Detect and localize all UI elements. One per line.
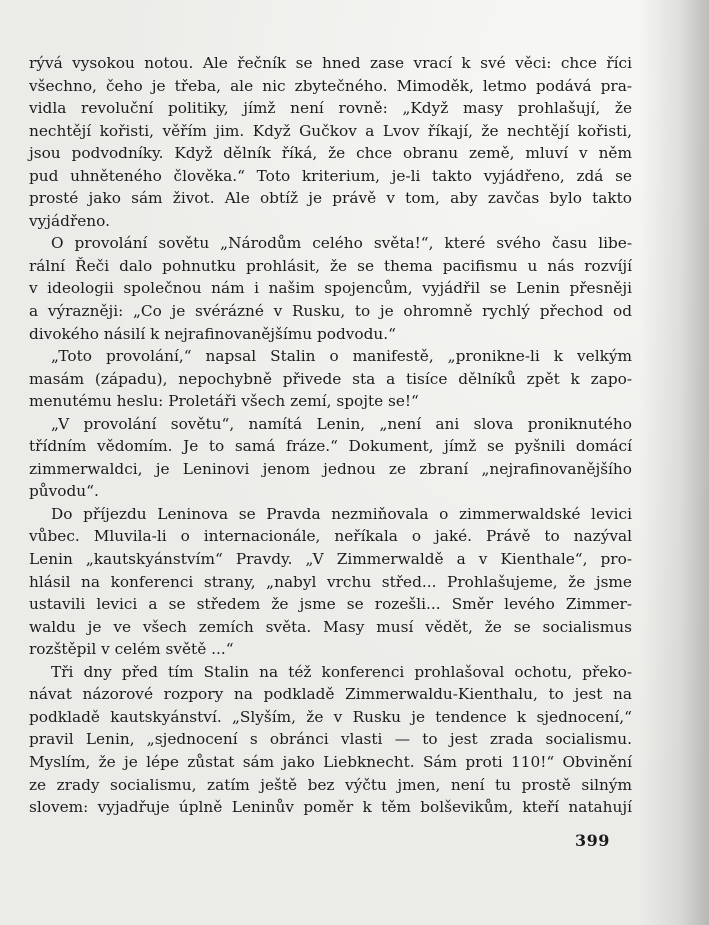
text-line: pravil Lenin, „sjednocení s obránci vlasti — to jest zrada socialismu.	[29, 730, 632, 749]
paragraph-first-line: Tři dny před tím Stalin na též konferenci prohlašoval ochotu, překo-	[51, 662, 632, 681]
body-text	[29, 52, 632, 819]
paragraph-first-line: „V provolání sovětu“, namítá Lenin, „není ani slova proniknutého	[51, 414, 632, 433]
text-line: pud uhněteného člověka.“ Toto kriterium, je-li takto vyjádřeno, zdá se	[29, 166, 632, 185]
text-line: v ideologii společnou nám i našim spojencům, vyjádřil se Lenin přesněji	[29, 279, 632, 298]
text-line: Myslím, že je lépe zůstat sám jako Liebknecht. Sám proti 110!“ Obvinění	[29, 752, 632, 771]
text-line: slovem: vyjadřuje úplně Leninův poměr k těm bolševikům, kteří natahují	[29, 798, 632, 817]
text-line: zimmerwaldci, je Leninovi jenom jednou ze zbraní „nejrafinovanějšího	[29, 459, 632, 478]
text-line: vyjádřeno.	[29, 211, 110, 230]
text-line: a výrazněji: „Co je svérázné v Rusku, to je ohromně rychlý přechod od	[29, 302, 632, 321]
paragraph-first-line: „Toto provolání,“ napsal Stalin o manifestě, „pronikne-li k velkým	[51, 347, 632, 366]
text-line: Lenin „kautskyánstvím“ Pravdy. „V Zimmerwaldě a v Kienthale“, pro-	[29, 550, 632, 569]
text-line: jsou podvodníky. Když dělník říká, že chce obranu země, mluví v něm	[29, 144, 632, 163]
text-line: divokého násilí k nejrafinovanějšímu podvodu.“	[29, 324, 396, 343]
paragraph-first-line: O provolání sovětu „Národům celého světa!“, které svého času libe-	[51, 234, 632, 253]
text-line: rální Řeči dalo pohnutku prohlásit, že se thema pacifismu u nás rozvíjí	[29, 256, 632, 275]
text-line: nechtějí kořisti, věřím jim. Když Gučkov a Lvov říkají, že nechtějí kořisti,	[29, 121, 632, 140]
text-line: menutému heslu: Proletáři všech zemí, spojte se!“	[29, 392, 419, 411]
text-line: třídním vědomím. Je to samá fráze.“ Dokument, jímž se pyšnili domácí	[29, 437, 632, 456]
text-line: masám (západu), nepochybně přivede sta a tisíce dělníků zpět k zapo-	[29, 369, 632, 388]
text-line: ze zrady socialismu, zatím ještě bez výčtu jmen, není tu prostě silným	[29, 775, 632, 794]
text-line: všechno, čeho je třeba, ale nic zbytečného. Mimoděk, letmo podává pra-	[29, 76, 632, 95]
text-line: hlásil na konferenci strany, „nabyl vrchu střed... Prohlašujeme, že jsme	[29, 572, 632, 591]
page-number: 399	[575, 831, 610, 850]
text-line: prosté jako sám život. Ale obtíž je právě v tom, aby zavčas bylo takto	[29, 189, 632, 208]
text-line: podkladě kautskyánství. „Slyším, že v Rusku je tendence k sjednocení,“	[29, 707, 632, 726]
text-line: vidla revoluční politiky, jímž není rovně: „Když masy prohlašují, že	[29, 99, 632, 118]
text-line: rozštěpil v celém světě ...“	[29, 640, 234, 659]
paragraph-first-line: Do příjezdu Leninova se Pravda nezmiňovala o zimmerwaldské levici	[51, 504, 632, 523]
text-line: návat názorové rozpory na podkladě Zimmerwaldu-Kienthalu, to jest na	[29, 685, 632, 704]
text-line: původu“.	[29, 482, 99, 501]
text-line: rývá vysokou notou. Ale řečník se hned zase vrací k své věci: chce říci	[29, 54, 632, 72]
text-line: vůbec. Mluvila-li o internacionále, neříkala o jaké. Právě to nazýval	[29, 527, 632, 546]
text-line: waldu je ve všech zemích světa. Masy musí vědět, že se socialismus	[29, 617, 632, 636]
text-line: ustavili levici a se středem že jsme se rozešli... Směr levého Zimmer-	[29, 595, 632, 614]
